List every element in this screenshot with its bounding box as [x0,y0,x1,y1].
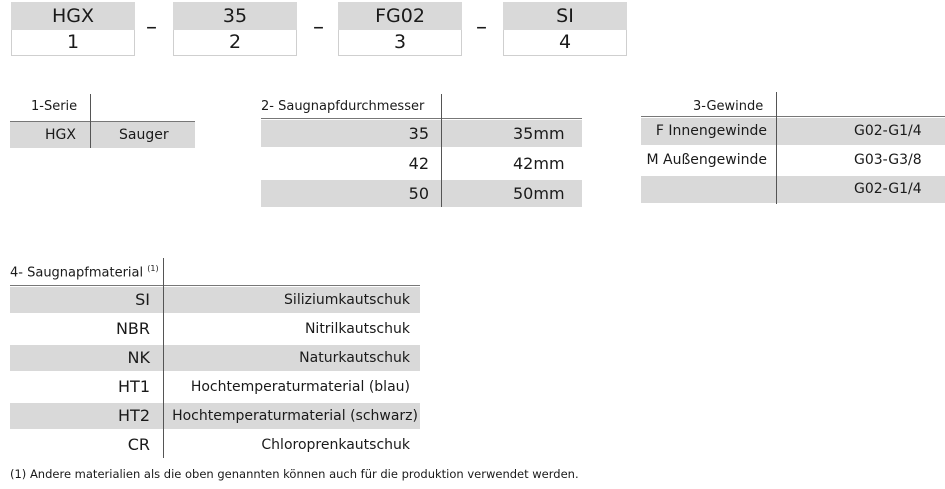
order-code-value: SI [503,2,627,30]
table-row [10,403,420,429]
table-row [261,150,582,177]
material-code: NBR [115,319,150,338]
material-desc: Chloroprenkautschuk [261,437,410,453]
order-code-separator: – [476,15,487,40]
material-desc: Siliziumkautschuk [284,292,410,308]
series-table-title: 1-Serie [31,99,78,114]
order-code-box-thread [338,2,462,57]
table-row [261,180,582,207]
table-column-divider [776,92,777,204]
material-desc: Nitrilkautschuk [304,321,410,337]
table-row [641,118,945,145]
order-code-value: HGX [11,2,135,30]
material-desc: Hochtemperaturmaterial (schwarz) [172,408,418,424]
thread-table [641,92,945,204]
diameter-desc: 35mm [513,124,565,143]
table-row [10,287,420,313]
diameter-table [261,94,582,207]
material-code: CR [127,435,150,454]
material-code: SI [135,290,150,309]
thread-desc: G02-G1/4 [854,123,922,139]
table-row [641,147,945,174]
footnote: (1) Andere materialien als die oben genannten können auch für die produktion verwendet werden. [10,467,579,481]
table-row [10,345,420,371]
diameter-table-title: 2- Saugnapfdurchmesser [261,99,425,114]
series-table [10,94,195,149]
table-divider [10,285,420,286]
order-code-index: 1 [11,30,135,56]
material-code: HT2 [118,406,150,425]
material-code: HT1 [118,377,150,396]
order-code-box-diameter [173,2,297,57]
material-table [10,258,420,458]
diameter-code: 50 [408,184,429,203]
order-code-value: FG02 [338,2,462,30]
material-code: NK [127,348,150,367]
table-row [10,122,195,148]
table-column-divider [441,94,442,207]
material-table-title [10,264,159,280]
series-code: HGX [45,127,76,143]
diameter-code: 35 [408,124,429,143]
thread-desc: G03-G3/8 [854,152,922,168]
order-code-separator: – [313,15,324,40]
table-column-divider [163,258,164,458]
thread-table-title: 3-Gewinde [693,99,764,114]
series-desc: Sauger [119,127,169,143]
diameter-desc: 42mm [513,154,565,173]
thread-code: F Innengewinde [655,123,767,139]
material-title-text: 4- Saugnapfmaterial [10,265,144,281]
order-code-value: 35 [173,2,297,30]
footnote-marker: (1) [147,264,159,273]
diameter-code: 42 [408,154,429,173]
table-row [10,316,420,342]
order-code-separator: – [146,15,157,40]
order-code-index: 4 [503,30,627,56]
order-code-index: 3 [338,30,462,56]
table-row [10,374,420,400]
diameter-desc: 50mm [513,184,565,203]
material-desc: Hochtemperaturmaterial (blau) [190,379,410,395]
thread-desc: G02-G1/4 [854,181,922,197]
order-code-box-material [503,2,627,57]
table-divider [641,116,945,117]
table-row [641,176,945,203]
order-code-index: 2 [173,30,297,56]
table-row [10,432,420,458]
material-desc: Naturkautschuk [299,350,410,366]
table-column-divider [90,94,91,148]
thread-code: M Außengewinde [646,152,767,168]
table-divider [261,118,582,119]
table-row [261,120,582,147]
order-code-box-series [11,2,135,57]
